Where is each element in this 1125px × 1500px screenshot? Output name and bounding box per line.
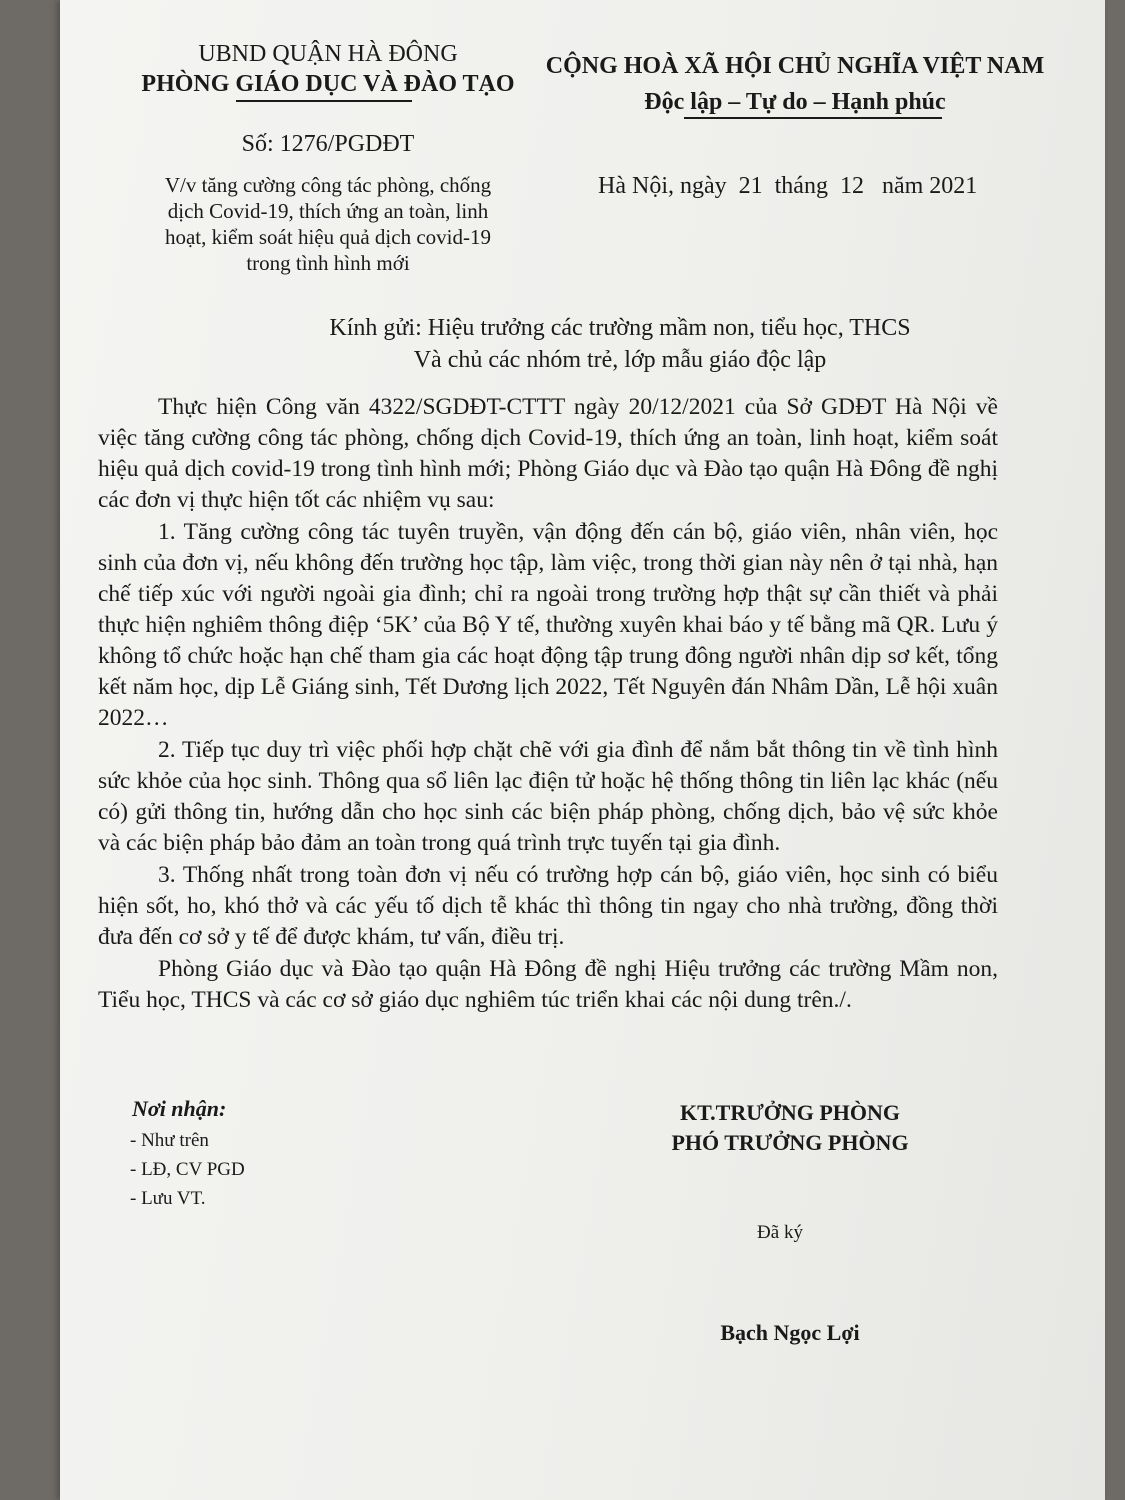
document-body bbox=[98, 392, 998, 1017]
intro-paragraph: Thực hiện Công văn 4322/SGDĐT-CTTT ngày 20/12/2021 của Sở GDĐT Hà Nội về việc tăng cường công tác phòng, chống dịch Covid-19, thích ứng an toàn, linh hoạt, kiểm soát hiệu quả dịch covid-19 trong tình hình mới; Phòng Giáo dục và Đào tạo quận Hà Đông đề nghị các đơn vị thực hiện tốt các nhiệm vụ sau: bbox=[98, 394, 998, 513]
document-number: Số: 1276/PGDĐT bbox=[241, 131, 415, 157]
country-name: CỘNG HOÀ XÃ HỘI CHỦ NGHĨA VIỆT NAM bbox=[545, 53, 1045, 79]
signer-title-2: PHÓ TRƯỞNG PHÒNG bbox=[671, 1130, 909, 1155]
motto-underline bbox=[684, 117, 942, 119]
item-2-paragraph: 2. Tiếp tục duy trì việc phối hợp chặt chẽ với gia đình để nắm bắt thông tin về tình hình sức khỏe của học sinh. Thông qua sổ liên lạc điện tử hoặc hệ thống thông tin liên lạc khác (nếu có) gửi thông tin, hướng dẫn cho học sinh các biện pháp phòng, chống dịch, bảo vệ sức khỏe và các biện pháp bảo đảm an toàn trong quá trình trực tuyến tại gia đình. bbox=[98, 737, 998, 856]
document-subject bbox=[128, 172, 528, 276]
recipients-list bbox=[130, 1126, 430, 1213]
recipient-line-1: Kính gửi: Hiệu trưởng các trường mầm non, tiểu học, THCS bbox=[329, 315, 911, 341]
recipient-item: - Lưu VT. bbox=[130, 1188, 206, 1209]
signer-title-1: KT.TRƯỞNG PHÒNG bbox=[680, 1100, 900, 1125]
national-motto: Độc lập – Tự do – Hạnh phúc bbox=[644, 89, 946, 115]
item-1-paragraph: 1. Tăng cường công tác tuyên truyền, vận động đến cán bộ, giáo viên, nhân viên, học sinh của đơn vị, nếu không đến trường học tập, làm việc, trong thời gian này nên ở tại nhà, hạn chế tiếp xúc với người ngoài gia đình; chỉ ra ngoài trong trường hợp thật sự cần thiết và phải thực hiện nghiêm thông điệp ‘5K’ của Bộ Y tế, thường xuyên khai báo y tế bằng mã QR. Lưu ý không tổ chức hoặc hạn chế tham gia các hoạt động tập trung đông người nhân dịp sơ kết, tổng kết năm học, dịp Lễ Giáng sinh, Tết Dương lịch 2022, Tết Nguyên đán Nhâm Dần, Lễ hội xuân 2022… bbox=[98, 519, 998, 731]
recipient-line-2: Và chủ các nhóm trẻ, lớp mẫu giáo độc lập bbox=[413, 347, 827, 373]
department-name: PHÒNG GIÁO DỤC VÀ ĐÀO TẠO bbox=[141, 71, 515, 97]
subject-line: hoạt, kiểm soát hiệu quả dịch covid-19 bbox=[164, 225, 491, 249]
agency-name: UBND QUẬN HÀ ĐÔNG bbox=[198, 41, 458, 67]
recipient-item: - Như trên bbox=[130, 1130, 209, 1151]
closing-paragraph: Phòng Giáo dục và Đào tạo quận Hà Đông đề nghị Hiệu trưởng các trường Mầm non, Tiểu học, THCS và các cơ sở giáo dục nghiêm túc triển khai các nội dung trên./. bbox=[98, 956, 998, 1013]
signer-name: Bạch Ngọc Lợi bbox=[720, 1320, 860, 1345]
recipient-item: - LĐ, CV PGD bbox=[130, 1159, 245, 1180]
signed-note: Đã ký bbox=[757, 1222, 803, 1243]
recipients-list-title: Nơi nhận: bbox=[132, 1096, 227, 1121]
subject-line: trong tình hình mới bbox=[246, 251, 410, 275]
subject-line: dịch Covid-19, thích ứng an toàn, linh bbox=[167, 199, 489, 223]
issue-date: Hà Nội, ngày 21 tháng 12 năm 2021 bbox=[598, 173, 978, 199]
item-3-paragraph: 3. Thống nhất trong toàn đơn vị nếu có trường hợp cán bộ, giáo viên, học sinh có biểu hiện sốt, ho, khó thở và các yếu tố dịch tễ khác thì thông tin ngay cho nhà trường, đồng thời đưa đến cơ sở y tế để được khám, tư vấn, điều trị. bbox=[98, 862, 998, 950]
department-underline bbox=[236, 100, 412, 102]
subject-line: V/v tăng cường công tác phòng, chống bbox=[164, 173, 492, 197]
